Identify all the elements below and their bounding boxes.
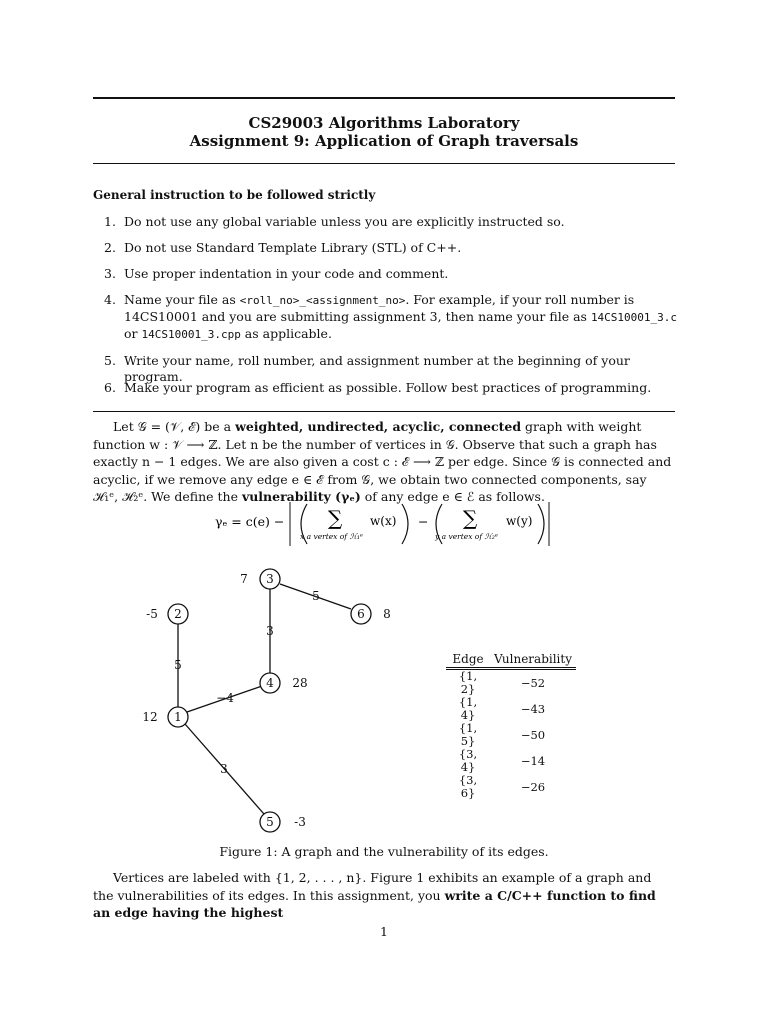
- table-row: {1, 2} −52: [458, 669, 546, 696]
- vertex-weight: 8: [383, 607, 391, 621]
- vulnerability-formula: [215, 498, 565, 550]
- edge-cost: 3: [266, 624, 274, 638]
- vertex-label: 4: [266, 676, 274, 690]
- vertex-weight: -5: [146, 607, 158, 621]
- item-number: 6.: [104, 380, 116, 395]
- instruction-item: [104, 214, 679, 230]
- vulnerability-table: [446, 652, 576, 800]
- instruction-item: [104, 266, 679, 282]
- item-number: 4.: [104, 292, 116, 307]
- edge-cost: 5: [312, 589, 320, 603]
- instruction-item: [104, 353, 679, 384]
- edge-cost: 3: [220, 762, 228, 776]
- item-number: 3.: [104, 266, 116, 281]
- vertex-label: 2: [174, 607, 182, 621]
- sum2-label: y a vertex of ℋ₂ᵉ: [435, 532, 498, 541]
- item-text: Write your name, roll number, and assignment number at the beginning of your program.: [124, 353, 630, 384]
- instruction-item: [104, 380, 679, 396]
- edge-cost: 5: [174, 658, 182, 672]
- table-row: {1, 5} −50: [458, 721, 546, 748]
- item-number: 1.: [104, 214, 116, 229]
- sum2-term: w(y): [506, 514, 533, 528]
- vertex-weight: -3: [294, 815, 306, 829]
- vertex-weight: 7: [240, 572, 248, 586]
- graph-figure: [130, 560, 430, 840]
- item-text: Name your file as <roll_no>_<assignment_no>. For example, if your roll number is 14CS10001 and you are submitting assignment 3, then name your file as 14CS10001_3.c or 14CS10001_3.cpp as applicable.: [124, 292, 678, 341]
- instruction-item: [104, 292, 679, 344]
- item-number: 2.: [104, 240, 116, 255]
- item-number: 5.: [104, 353, 116, 368]
- item-text: Do not use any global variable unless you are explicitly instructed so.: [124, 214, 565, 229]
- formula-minus: −: [418, 514, 429, 529]
- item-text: Do not use Standard Template Library (STL) of C++.: [124, 240, 462, 255]
- vertex-weight: 12: [142, 710, 158, 724]
- figure-caption: Figure 1: A graph and the vulnerability of its edges.: [219, 844, 549, 859]
- sum1-label: x a vertex of ℋ₁ᵉ: [300, 532, 363, 541]
- table-row: {3, 6} −26: [458, 773, 546, 800]
- vertex-label: 3: [266, 572, 274, 586]
- sum-symbol: ∑: [328, 506, 343, 530]
- vertex-label: 5: [266, 815, 274, 829]
- formula-lhs: γₑ = c(e) −: [215, 514, 285, 529]
- vertex-label: 6: [357, 607, 365, 621]
- item-text: Use proper indentation in your code and comment.: [124, 266, 449, 281]
- table-header: Vulnerability: [494, 652, 572, 666]
- assignment-title: Assignment 9: Application of Graph traversals: [189, 132, 579, 150]
- table-row: {3, 4} −14: [458, 747, 546, 774]
- vertex-weight: 28: [292, 676, 308, 690]
- table-row: {1, 4} −43: [458, 695, 546, 722]
- sum1-term: w(x): [370, 514, 397, 528]
- title-rule: [93, 163, 675, 164]
- instruction-item: [104, 240, 679, 256]
- instructions-heading: General instruction to be followed strictly: [93, 188, 376, 202]
- item-text: Make your program as efficient as possible. Follow best practices of programming.: [124, 380, 652, 395]
- page-number: 1: [380, 924, 388, 939]
- course-title: CS29003 Algorithms Laboratory: [248, 114, 520, 132]
- table-header: Edge: [452, 652, 484, 666]
- edge-cost: −4: [216, 691, 234, 705]
- closing-paragraph: Vertices are labeled with {1, 2, . . . , n}. Figure 1 exhibits an example of a graph and the vulnerabilities of its edges. In this assignment, you write a C/C++ function to find an edge having the highest: [93, 870, 656, 920]
- top-rule: [93, 97, 675, 99]
- section-rule: [93, 411, 675, 412]
- sum-symbol: ∑: [463, 506, 478, 530]
- intro-paragraph: Let 𝒢 = (𝒱, ℰ) be a weighted, undirected, acyclic, connected graph with weight function w : 𝒱 ⟶ ℤ. Let n be the number of vertices in 𝒢. Observe that such a graph has exactly n − 1 edges. We are also given a cost c : ℰ ⟶ ℤ per edge. Since 𝒢 is connected and acyclic, if we remove any edge e ∈ ℰ from 𝒢, we obtain two connected components, say ℋ₁ᵉ, ℋ₂ᵉ. We define the vulnerability (γₑ) of any edge e ∈ ℰ as follows.: [93, 419, 672, 504]
- vertex-label: 1: [174, 710, 182, 724]
